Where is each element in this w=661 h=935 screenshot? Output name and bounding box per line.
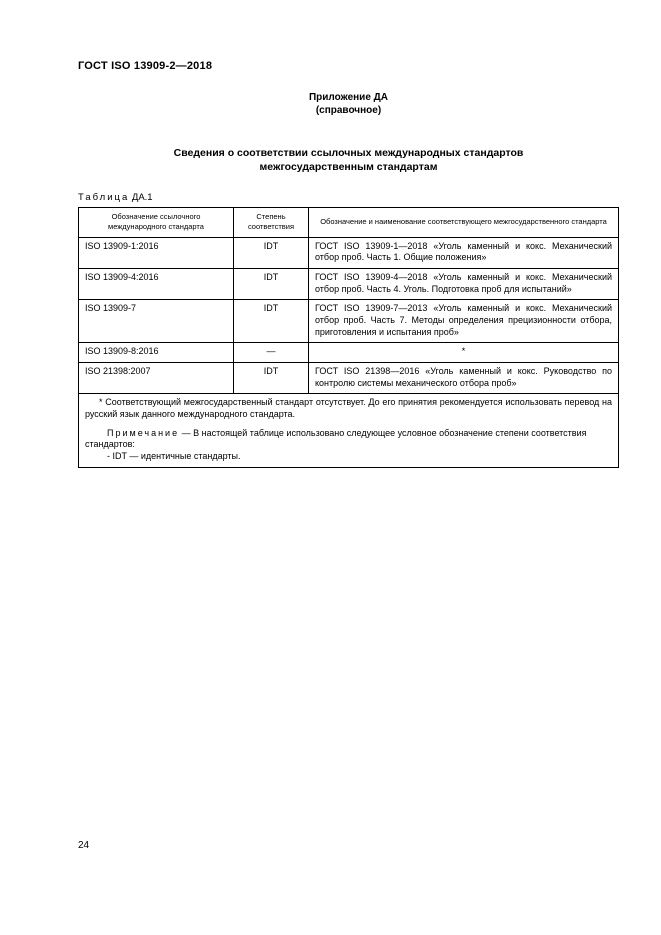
note-body: — В настоящей таблице использовано следующее условное обозначение степени соответствия стандартов: <box>85 427 587 450</box>
cell-reference: ISO 21398:2007 <box>79 363 234 394</box>
table-header-row <box>79 208 619 237</box>
cell-corresponding: * <box>309 343 619 363</box>
cell-degree: — <box>234 343 309 363</box>
page-number: 24 <box>78 840 90 851</box>
cell-degree: IDT <box>234 363 309 394</box>
column-header-degree: Степень соответствия <box>234 208 309 237</box>
cell-reference: ISO 13909-4:2016 <box>79 268 234 299</box>
section-title <box>78 147 619 174</box>
table-note <box>85 428 612 451</box>
table-footnote: * Соответствующий межгосударственный стандарт отсутствует. До его принятия рекомендуется использовать перевод на русский язык данного международного стандарта. <box>85 397 612 420</box>
correspondence-table <box>78 207 619 468</box>
cell-corresponding: ГОСТ ISO 13909-7—2013 «Уголь каменный и кокс. Механический отбор проб. Часть 7. Методы определения прецизионности отбора, приготовления и испытания проб» <box>309 300 619 343</box>
table-row <box>79 268 619 299</box>
table-caption-number: ДА.1 <box>131 192 153 204</box>
table-caption <box>78 192 619 203</box>
cell-corresponding: ГОСТ ISO 13909-4—2018 «Уголь каменный и кокс. Механический отбор проб. Часть 4. Уголь. Подготовка проб для испытаний» <box>309 268 619 299</box>
cell-degree: IDT <box>234 268 309 299</box>
table-row <box>79 343 619 363</box>
note-label: Примечание <box>107 427 180 438</box>
appendix-subtitle: (справочное) <box>315 104 382 116</box>
cell-degree: IDT <box>234 300 309 343</box>
cell-degree: IDT <box>234 237 309 268</box>
cell-corresponding: ГОСТ ISO 13909-1—2018 «Уголь каменный и кокс. Механический отбор проб. Часть 1. Общие положения» <box>309 237 619 268</box>
doc-number: ГОСТ ISO 13909-2—2018 <box>78 60 213 72</box>
appendix-title: Приложение ДА <box>308 92 389 103</box>
table-row <box>79 363 619 394</box>
cell-corresponding: ГОСТ ISO 21398—2016 «Уголь каменный и кокс. Руководство по контролю системы механического отбора проб» <box>309 363 619 394</box>
column-header-reference: Обозначение ссылочного международного стандарта <box>79 208 234 237</box>
table-row <box>79 237 619 268</box>
section-title-line1: Сведения о соответствии ссылочных международных стандартов <box>173 147 524 159</box>
cell-reference: ISO 13909-1:2016 <box>79 237 234 268</box>
note-list-item: - IDT — идентичные стандарты. <box>107 451 241 462</box>
table-row <box>79 300 619 343</box>
cell-reference: ISO 13909-8:2016 <box>79 343 234 363</box>
footnote-cell <box>79 394 619 467</box>
column-header-corresponding: Обозначение и наименование соответствующего межгосударственного стандарта <box>309 208 619 237</box>
cell-reference: ISO 13909-7 <box>79 300 234 343</box>
appendix-heading <box>78 92 619 117</box>
section-title-line2: межгосударственным стандартам <box>259 160 438 173</box>
table-caption-word: Таблица <box>78 192 130 204</box>
table-footnote-row <box>79 394 619 467</box>
